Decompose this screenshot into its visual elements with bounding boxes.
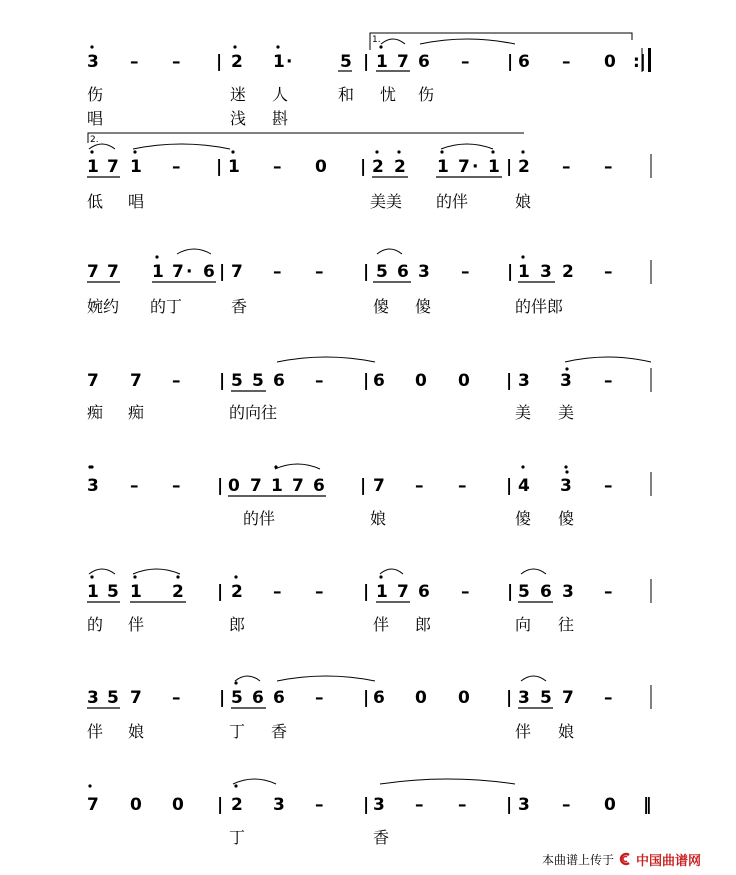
- score-row-7: [87, 685, 651, 741]
- note: –: [315, 688, 324, 708]
- note: –: [273, 582, 282, 602]
- note: 7: [458, 157, 470, 177]
- note: 0: [458, 371, 470, 391]
- slur: [521, 569, 546, 574]
- dot: ·: [286, 52, 293, 72]
- lyric: 美美: [370, 192, 403, 211]
- lyric: 伤: [87, 85, 104, 104]
- barline: |: [506, 371, 513, 391]
- high-octave-dot: [155, 255, 158, 258]
- note: 1: [152, 262, 164, 282]
- note: –: [315, 795, 324, 815]
- slur: [89, 569, 115, 574]
- high-octave-dot: [565, 470, 568, 473]
- note: 3: [518, 371, 530, 391]
- note: 3: [518, 688, 530, 708]
- high-octave-dot: [133, 575, 136, 578]
- repeat-sign: :|: [633, 52, 647, 72]
- high-octave-dot: [233, 45, 236, 48]
- high-octave-dot: [234, 575, 237, 578]
- note: 5: [518, 582, 530, 602]
- note: –: [604, 476, 613, 496]
- note: 2: [372, 157, 384, 177]
- note: 0: [130, 795, 142, 815]
- high-octave-dot: [565, 367, 568, 370]
- note: –: [458, 476, 467, 496]
- note: 3: [87, 688, 99, 708]
- lyric: 娘: [558, 722, 575, 741]
- lyric: 伴: [128, 615, 145, 634]
- note: 2: [172, 582, 184, 602]
- note: 3: [418, 262, 430, 282]
- note: –: [273, 157, 282, 177]
- barline: |: [360, 476, 367, 496]
- lyric: 傻: [558, 509, 575, 528]
- barline: |: [217, 582, 224, 602]
- note: 7: [172, 262, 184, 282]
- lyric: 的丁: [150, 297, 183, 316]
- lyric: 丁: [229, 828, 246, 847]
- barline: |: [363, 688, 370, 708]
- high-octave-dot: [379, 45, 382, 48]
- note: 1: [518, 262, 530, 282]
- slur: [521, 676, 546, 681]
- lyric: 向: [515, 615, 532, 634]
- note: 1: [273, 52, 285, 72]
- barline: |: [506, 795, 513, 815]
- score-row-5: [87, 472, 651, 528]
- lyric: 伴: [87, 722, 104, 741]
- note: 7: [107, 157, 119, 177]
- watermark: [542, 849, 701, 869]
- score-row-4: [87, 368, 651, 422]
- note: 1: [130, 582, 142, 602]
- note: 6: [418, 582, 430, 602]
- note: 0: [458, 688, 470, 708]
- barline: |: [217, 476, 224, 496]
- lyric: 娘: [128, 722, 145, 741]
- note: 1: [376, 582, 388, 602]
- note: 6: [540, 582, 552, 602]
- slur: [277, 357, 375, 362]
- volta-label: 2.: [90, 135, 99, 145]
- note: 4: [518, 476, 530, 496]
- note: 2: [394, 157, 406, 177]
- lyric: 的向往: [229, 403, 278, 422]
- note: 1: [130, 157, 142, 177]
- note: 2: [231, 52, 243, 72]
- slur: [441, 144, 493, 149]
- lyric: 娘: [515, 192, 532, 211]
- barline: |: [217, 795, 224, 815]
- note: –: [562, 157, 571, 177]
- note: –: [172, 476, 181, 496]
- lyric: 痴: [128, 403, 145, 422]
- low-octave-dot: [88, 784, 91, 787]
- note: –: [172, 52, 181, 72]
- barline: |: [216, 52, 223, 72]
- watermark-text: 本曲谱上传于: [542, 852, 615, 867]
- note: –: [273, 262, 282, 282]
- high-octave-dot: [90, 575, 93, 578]
- note: 6: [203, 262, 215, 282]
- barline: |: [216, 157, 223, 177]
- note: –: [461, 52, 470, 72]
- note: 5: [231, 688, 243, 708]
- slur: [133, 569, 180, 574]
- slur: [565, 357, 651, 362]
- lyric: 婉约: [87, 297, 120, 316]
- lyric: 浅: [230, 109, 247, 128]
- note: –: [415, 795, 424, 815]
- note: 3: [518, 795, 530, 815]
- lyric: 迷: [230, 85, 247, 104]
- note: 1: [87, 582, 99, 602]
- lyric: 香: [271, 722, 288, 741]
- note: –: [130, 476, 139, 496]
- slur: [235, 676, 260, 681]
- slur: [133, 144, 230, 149]
- note: 1: [271, 476, 283, 496]
- barline: |: [506, 157, 513, 177]
- volta-bracket: [88, 133, 524, 143]
- barline: |: [219, 262, 226, 282]
- note: 3: [560, 476, 572, 496]
- note: 0: [415, 688, 427, 708]
- barline: |: [363, 262, 370, 282]
- note: 6: [252, 688, 264, 708]
- barline: |: [363, 52, 370, 72]
- note: 3: [373, 795, 385, 815]
- slur: [275, 464, 320, 469]
- note: 7: [562, 688, 574, 708]
- note: 7: [130, 688, 142, 708]
- note: 7: [87, 371, 99, 391]
- note: 1: [228, 157, 240, 177]
- lyric: 美: [558, 403, 575, 422]
- lyric: 丁: [229, 722, 246, 741]
- note: 7: [231, 262, 243, 282]
- note: 7: [87, 262, 99, 282]
- note: 0: [604, 795, 616, 815]
- note: 7: [397, 52, 409, 72]
- high-octave-dot: [276, 45, 279, 48]
- note: 0: [172, 795, 184, 815]
- barline: |: [506, 476, 513, 496]
- note: 5: [340, 52, 352, 72]
- high-octave-dot: [491, 150, 494, 153]
- barline: |: [363, 795, 370, 815]
- note: 7: [87, 795, 99, 815]
- barline: |: [363, 582, 370, 602]
- slur: [381, 39, 405, 44]
- high-octave-dot: [133, 150, 136, 153]
- high-octave-dot: [379, 575, 382, 578]
- lyric: 的: [87, 615, 104, 634]
- lyric: 美: [515, 403, 532, 422]
- note: –: [172, 688, 181, 708]
- note: 5: [540, 688, 552, 708]
- note: –: [562, 52, 571, 72]
- high-octave-dot: [397, 150, 400, 153]
- note: 1: [488, 157, 500, 177]
- note: –: [604, 688, 613, 708]
- note: –: [415, 476, 424, 496]
- note: 5: [231, 371, 243, 391]
- lyric: 郎: [229, 615, 246, 634]
- note: 5: [107, 688, 119, 708]
- note: –: [604, 582, 613, 602]
- barline: |: [363, 371, 370, 391]
- watermark-logo: 中国曲谱网: [636, 853, 702, 869]
- note: 1: [437, 157, 449, 177]
- lyric: 伴: [515, 722, 532, 741]
- barline: |: [507, 582, 514, 602]
- high-octave-dot: [521, 150, 524, 153]
- lyric: 忧: [380, 85, 397, 104]
- note: 0: [415, 371, 427, 391]
- note: 6: [518, 52, 530, 72]
- score-row-2: [87, 154, 651, 211]
- note: 0: [228, 476, 240, 496]
- slur: [380, 569, 403, 574]
- lyric: 唱: [87, 109, 104, 128]
- dot: ·: [186, 262, 193, 282]
- slur: [420, 39, 515, 44]
- note: 1: [87, 157, 99, 177]
- note: 1: [376, 52, 388, 72]
- score-row-8: [87, 795, 652, 847]
- high-octave-dot: [564, 465, 567, 468]
- note: –: [604, 262, 613, 282]
- lyric: 和: [338, 85, 355, 104]
- note: 6: [373, 371, 385, 391]
- note: 3: [87, 52, 99, 72]
- note: –: [172, 371, 181, 391]
- note: 7: [373, 476, 385, 496]
- note: 6: [273, 371, 285, 391]
- note: 3: [87, 476, 99, 496]
- lyric: 的伴: [243, 509, 276, 528]
- lyric: 香: [373, 828, 390, 847]
- barline: |: [360, 157, 367, 177]
- high-octave-dot: [176, 575, 179, 578]
- high-octave-dot: [375, 150, 378, 153]
- barline: |: [506, 688, 513, 708]
- note: 7: [250, 476, 262, 496]
- note: 5: [376, 262, 388, 282]
- slur: [177, 249, 211, 254]
- note: 2: [562, 262, 574, 282]
- note: 5: [252, 371, 264, 391]
- note: 6: [373, 688, 385, 708]
- lyric: 傻: [415, 297, 432, 316]
- lyric: 人: [272, 85, 289, 104]
- lyric: 低: [87, 192, 104, 211]
- high-octave-dot: [234, 784, 237, 787]
- barline: |: [507, 52, 514, 72]
- barline: |: [219, 688, 226, 708]
- note: –: [172, 157, 181, 177]
- lyric: 伤: [418, 85, 435, 104]
- note: 6: [313, 476, 325, 496]
- note: –: [604, 371, 613, 391]
- note: –: [315, 262, 324, 282]
- note: 2: [518, 157, 530, 177]
- lyric: 郎: [415, 615, 432, 634]
- barline: |: [507, 262, 514, 282]
- note: 6: [397, 262, 409, 282]
- note: 0: [604, 52, 616, 72]
- note: 7: [107, 262, 119, 282]
- slur: [377, 249, 402, 254]
- score-row-6: [87, 579, 651, 634]
- slur: [277, 676, 375, 681]
- note: –: [604, 157, 613, 177]
- lyric: 往: [558, 615, 575, 634]
- note: –: [562, 795, 571, 815]
- note: –: [461, 582, 470, 602]
- volta-label: 1.: [372, 35, 381, 45]
- lyric: 唱: [128, 192, 145, 211]
- note: 2: [231, 795, 243, 815]
- note: 0: [315, 157, 327, 177]
- note: –: [315, 371, 324, 391]
- high-octave-dot: [231, 150, 234, 153]
- high-octave-dot: [521, 465, 524, 468]
- slur: [233, 779, 276, 784]
- low-octave-dot: [88, 465, 91, 468]
- high-octave-dot: [440, 150, 443, 153]
- note: 2: [231, 582, 243, 602]
- high-octave-dot: [521, 255, 524, 258]
- note: 7: [130, 371, 142, 391]
- lyric: 傻: [515, 509, 532, 528]
- note: –: [130, 52, 139, 72]
- note: 6: [418, 52, 430, 72]
- high-octave-dot: [234, 681, 237, 684]
- lyric: 的伴: [436, 192, 469, 211]
- lyric: 痴: [87, 403, 104, 422]
- lyric: 的伴郎: [515, 297, 564, 316]
- note: 3: [562, 582, 574, 602]
- note: –: [458, 795, 467, 815]
- score-row-3: [87, 260, 651, 316]
- note: 3: [560, 371, 572, 391]
- barline: |: [219, 371, 226, 391]
- note: 7: [292, 476, 304, 496]
- high-octave-dot: [90, 45, 93, 48]
- note: 7: [397, 582, 409, 602]
- high-octave-dot: [90, 150, 93, 153]
- score-row-1: [87, 33, 651, 145]
- note: –: [461, 262, 470, 282]
- note: –: [315, 582, 324, 602]
- final-barline: ‖: [643, 795, 652, 815]
- lyric: 娘: [370, 509, 387, 528]
- stylized-c-logo-icon: [618, 852, 632, 866]
- note: 5: [107, 582, 119, 602]
- lyric: 伴: [373, 615, 390, 634]
- dot: ·: [472, 157, 479, 177]
- final-barline: [648, 48, 651, 72]
- note: 6: [273, 688, 285, 708]
- lyric: 斟: [272, 109, 289, 128]
- lyric: 傻: [373, 297, 390, 316]
- lyric: 香: [231, 297, 248, 316]
- slur: [380, 779, 515, 784]
- note: 3: [540, 262, 552, 282]
- note: 3: [273, 795, 285, 815]
